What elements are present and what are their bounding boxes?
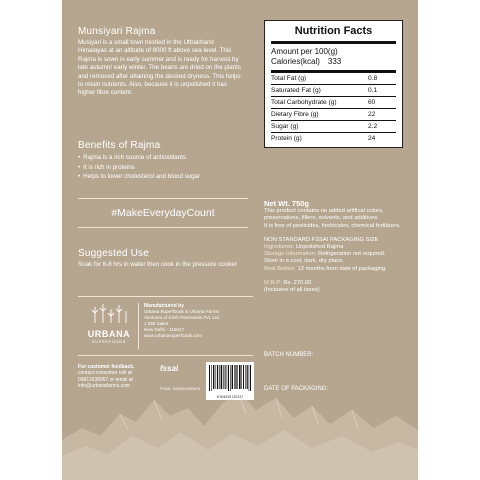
nutrition-row	[271, 85, 396, 97]
ingredients-label: Ingredients:	[264, 244, 295, 251]
fssai-logo	[160, 364, 206, 398]
nutrient-value: 0.1	[368, 87, 378, 94]
barcode-bars	[209, 365, 251, 391]
best-before-value: 12 months from date of packaging.	[297, 265, 387, 272]
hashtag-banner: #MakeEverydayCount	[78, 198, 248, 228]
product-title: Munsiyari Rajma	[78, 26, 156, 37]
benefit-item: • It is rich in proteins	[78, 163, 248, 173]
brand-subtitle: SUPERFOODS	[91, 339, 126, 344]
nutrient-label: Total Carbohydrate (g)	[271, 99, 337, 106]
benefit-item: • Rajma is a rich source of antioxidants	[78, 153, 248, 163]
nutrition-calories	[271, 57, 396, 73]
nutrition-row	[271, 109, 396, 121]
nutrition-title: Nutrition Facts	[271, 25, 396, 44]
benefit-item: • Helps to lower cholesterol and blood sugar	[78, 172, 248, 182]
manufacturer-info	[144, 303, 254, 339]
packaging-notice: NON STANDARD FSSAI PACKAGING SIZE	[264, 236, 379, 243]
barcode	[206, 362, 254, 400]
brand-wordmark: URBANA	[87, 329, 131, 339]
mrp	[264, 280, 404, 287]
nutrition-row	[271, 73, 396, 85]
net-weight: Net Wt. 750g	[264, 199, 310, 208]
benefits-title: Benefits of Rajma	[78, 140, 161, 151]
customer-feedback	[78, 364, 158, 390]
manufacturer-website: www.urbanasuperfoods.com	[144, 333, 202, 338]
additives-notice: This product contains no added artifical colors, preservatives, fillers, solvents, and additives.	[264, 208, 384, 222]
nutrient-label: Saturated Fat (g)	[271, 87, 321, 94]
nutrient-value: 2.2	[368, 123, 378, 130]
suggested-use-section	[78, 248, 248, 269]
storage-label: Storage Information:	[264, 251, 317, 258]
fssai-mark: fssai	[160, 364, 179, 373]
best-before-label: Best Before:	[264, 265, 296, 272]
batch-number-label: BATCH NUMBER:	[264, 352, 314, 358]
nutrition-row	[271, 121, 396, 133]
benefits-list	[78, 153, 248, 182]
product-description: Musiyari is a small town nestled in the Uttrakhand Himalayas at an altitude of 8000 ft above sea level. This Rajma is sown in early summer and is ready for harvest by late autumn/ early winter. The beans are dried on the plants and removed after attaining the desired dryness. This helps to retain nutrients. Also, because it is unpolished it has higher fibre content.	[78, 39, 241, 97]
store-instructions: Store in a cool, dark, dry place.	[264, 258, 344, 265]
nutrition-facts-panel	[264, 20, 403, 148]
feedback-line: contact consumer cell at	[78, 370, 132, 377]
mrp-label: M.R.P:	[264, 279, 282, 286]
nutrient-label: Dietary Fibre (g)	[271, 111, 319, 118]
manufacturer-line: Ventures of Krish Perennials Pvt. Ltd.	[144, 315, 221, 320]
package-back-panel	[62, 0, 418, 480]
nutrition-amount-label: Amount per 100(g)	[271, 47, 338, 56]
product-info	[264, 200, 404, 294]
feedback-email: info@urbanafarms.com	[78, 383, 131, 390]
nutrient-value: 0.8	[368, 75, 378, 82]
nutrition-row	[271, 97, 396, 109]
feedback-title: For customer feedback,	[78, 364, 135, 370]
manufacturer-line: New Delhi - 110017	[144, 327, 185, 332]
calories-value: 333	[327, 57, 342, 66]
brand-logo	[82, 301, 136, 351]
calories-label: Calories(kcal)	[271, 57, 320, 66]
divider	[138, 303, 139, 349]
ingredients-value: Unpolished Rajma	[295, 244, 344, 251]
plant-icon	[89, 301, 129, 323]
date-of-packaging-label: DATE OF PACKAGING:	[264, 386, 329, 392]
fssai-license-number: FSSAI: 10019011000474	[160, 387, 201, 391]
nutrient-label: Protein (g)	[271, 135, 302, 142]
ingredients	[264, 244, 404, 251]
storage-info	[264, 251, 404, 258]
best-before	[264, 266, 404, 273]
nutrient-value: 24	[368, 135, 376, 142]
feedback-phone: 09811638067 or email at	[78, 376, 133, 383]
nutrient-value: 60	[368, 99, 376, 106]
benefits-section	[78, 140, 248, 182]
mrp-value: Rs. 270.00	[283, 279, 312, 286]
nutrient-label: Sugar (g)	[271, 123, 299, 130]
manufacturer-label: Manufactured by	[144, 303, 185, 309]
manufacturer-box	[78, 296, 253, 356]
suggested-use-title: Suggested Use	[78, 248, 149, 259]
product-intro	[78, 26, 243, 98]
pesticide-notice: It is free of pesticides, herbicides, chemical fertilizers.	[264, 222, 401, 229]
mrp-note: (Inclusive of all taxes)	[264, 287, 320, 294]
nutrient-value: 22	[368, 111, 376, 118]
nutrient-label: Total Fat (g)	[271, 75, 307, 82]
manufacturer-line: Urbana Superfoods & Urbana Farms	[144, 309, 219, 314]
storage-value: Refrigeration not required.	[318, 251, 386, 258]
barcode-number: 8 904319 157417	[216, 395, 244, 399]
manufacturer-line: J 286 Saket	[144, 321, 169, 326]
suggested-use-text: Soak for 6-8 hrs in water then cook in the pressure cooker	[78, 261, 237, 268]
nutrition-row	[271, 133, 396, 144]
